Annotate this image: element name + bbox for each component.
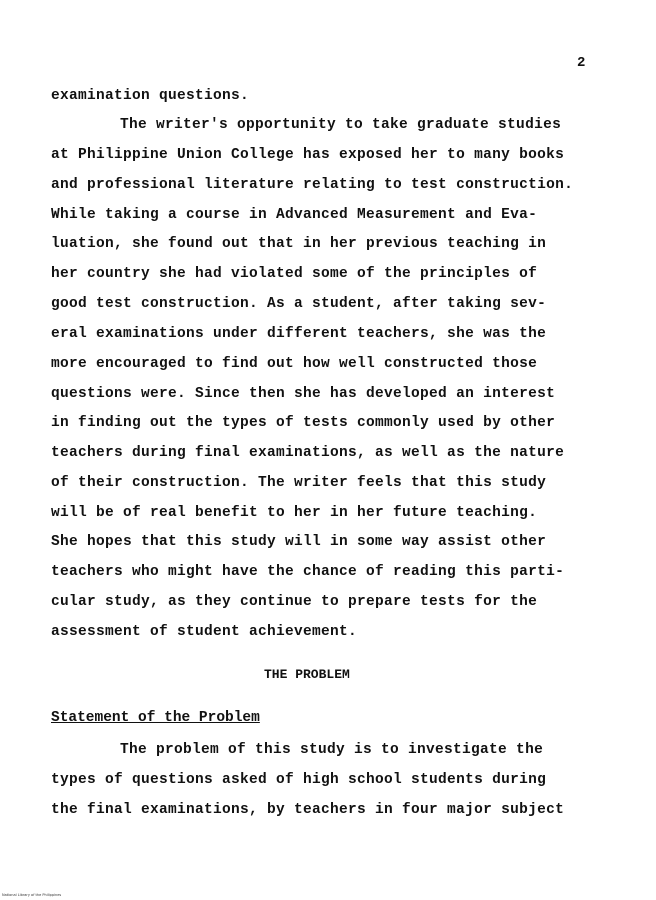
text-line: types of questions asked of high school students during [51,772,547,788]
text-line: in finding out the types of tests commonly used by other [51,415,556,431]
section-heading: THE PROBLEM [264,667,350,682]
text-line: and professional literature relating to test construction. [51,177,574,193]
text-line: luation, she found out that in her previous teaching in [51,236,547,252]
text-line: She hopes that this study will in some way assist other [51,534,547,550]
text-line: good test construction. As a student, after taking sev- [51,296,547,312]
text-line: The writer's opportunity to take graduate studies [120,117,562,133]
subsection-heading: Statement of the Problem [51,710,260,726]
text-line: teachers who might have the chance of reading this parti- [51,564,565,580]
text-line: While taking a course in Advanced Measurement and Eva- [51,207,538,223]
text-line: her country she had violated some of the principles of [51,266,538,282]
text-line: questions were. Since then she has developed an interest [51,386,556,402]
text-line: of their construction. The writer feels that this study [51,475,547,491]
text-line: teachers during final examinations, as well as the nature [51,445,565,461]
text-line: examination questions. [51,88,250,104]
text-line: the final examinations, by teachers in four major subject [51,802,565,818]
text-line: eral examinations under different teachers, she was the [51,326,547,342]
text-line: more encouraged to find out how well constructed those [51,356,538,372]
text-line: at Philippine Union College has exposed her to many books [51,147,565,163]
page-number: 2 [577,55,586,71]
footer-note: National Library of the Philippines [2,893,62,897]
text-line: cular study, as they continue to prepare tests for the [51,594,538,610]
text-line: The problem of this study is to investigate the [120,742,544,758]
text-line: will be of real benefit to her in her future teaching. [51,505,538,521]
text-line: assessment of student achievement. [51,624,358,640]
